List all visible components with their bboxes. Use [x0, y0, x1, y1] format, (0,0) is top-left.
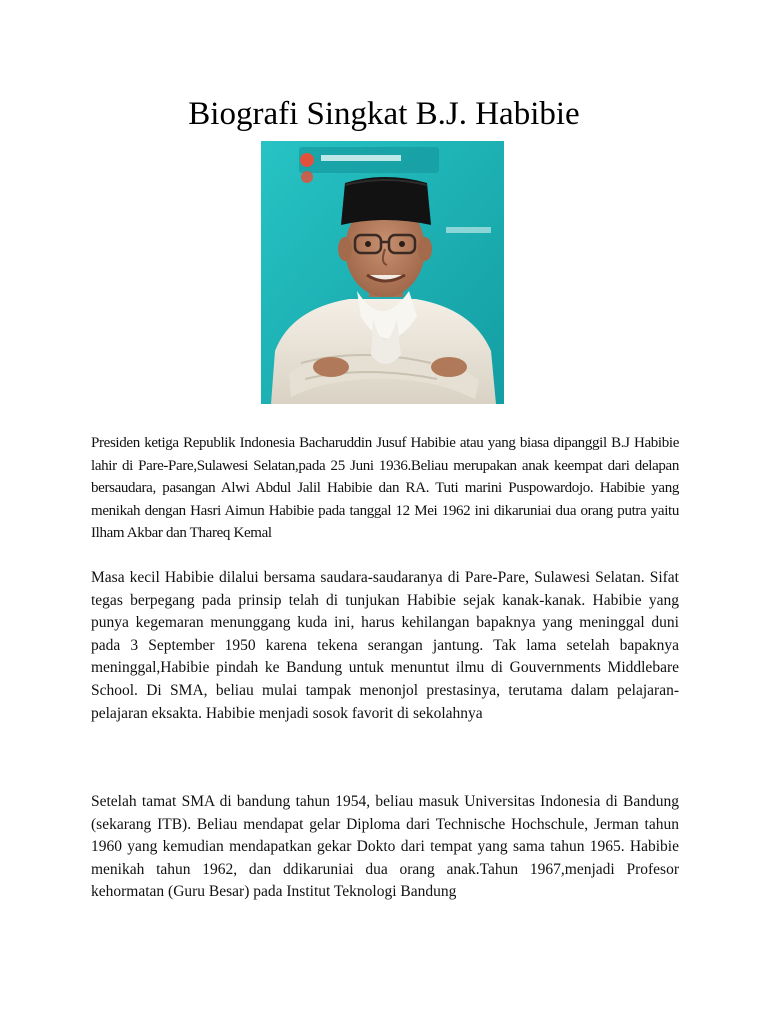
paragraph-childhood: Masa kecil Habibie dilalui bersama saudara-saudaranya di Pare-Pare, Sulawesi Selatan. Sifat tegas berpegang pada prinsip telah di tunjukan Habibie sejak kanak-kanak. Habibie yang punya kegemaran menunggang kuda ini, harus kehilangan bapaknya yang meninggal duni pada 3 September 1950 karena tekena serangan jantung. Tak lama setelah bapaknya meninggal,Habibie pindah ke Bandung untuk menuntut ilmu di Gouvernments Middlebare School. Di SMA, beliau mulai tampak menonjol prestasinya, terutama dalam pelajaran-pelajaran eksakta. Habibie menjadi sosok favorit di sekolahnya: [91, 569, 679, 722]
page-title: Biografi Singkat B.J. Habibie: [188, 96, 580, 132]
paragraph-biography-intro: Presiden ketiga Republik Indonesia Bacharuddin Jusuf Habibie atau yang biasa dipanggil B.J Habibie lahir di Pare-Pare,Sulawesi Selatan,pada 25 Juni 1936.Beliau merupakan anak keempat dari delapan bersaudara, pasangan Alwi Abdul Jalil Habibie dan RA. Tuti marini Puspowardojo. Habibie yang menikah dengan Hasri Aimun Habibie pada tanggal 12 Mei 1962 ini dikaruniai dua orang putra yaitu Ilham Akbar dan Thareq Kemal: [91, 435, 679, 542]
paragraph-education: Setelah tamat SMA di bandung tahun 1954, beliau masuk Universitas Indonesia di Bandung (sekarang ITB). Beliau mendapat gelar Diploma dari Technische Hochschule, Jerman tahun 1960 yang kemudian mendapatkan gekar Dokto dari tempat yang sama tahun 1965. Habibie menikah tahun 1962, dan ddikaruniai dua orang anak.Tahun 1967,menjadi Profesor kehormatan (Guru Besar) pada Institut Teknologi Bandung: [91, 793, 679, 901]
portrait-photo: [261, 141, 504, 404]
portrait-illustration: [261, 141, 504, 404]
